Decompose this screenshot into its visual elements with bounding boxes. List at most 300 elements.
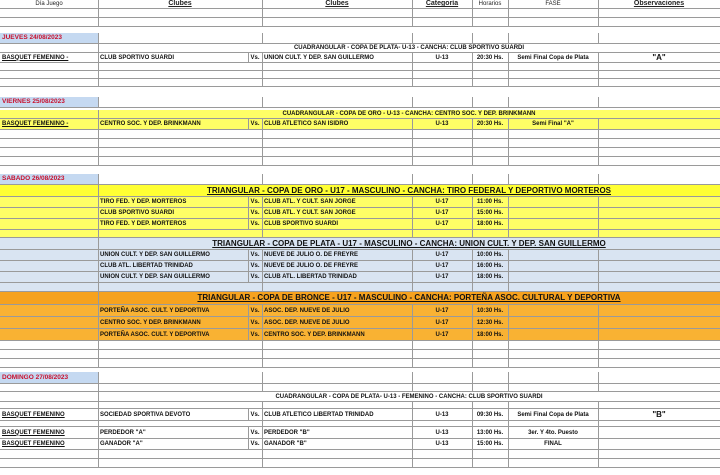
date-row	[0, 372, 720, 384]
game-fase: Semi Final "A"	[532, 121, 574, 127]
game-categoria: U-17	[435, 199, 449, 205]
game-observaciones	[598, 329, 720, 340]
grid-line	[262, 119, 263, 129]
game-fase: Semi Final Copa de Plata	[517, 411, 589, 418]
grid-line	[248, 250, 249, 260]
game-row	[0, 119, 720, 130]
grid-line	[598, 250, 599, 260]
game-vs: Vs.	[250, 199, 260, 205]
grid-line	[262, 427, 263, 438]
empty-row	[0, 402, 720, 409]
grid-line	[98, 33, 99, 43]
game-categoria: U-13	[435, 411, 449, 418]
game-fase: FINAL	[544, 441, 562, 447]
grid-line	[98, 185, 99, 196]
grid-line	[248, 208, 249, 218]
game-local: UNION CULT. Y DEP. SAN GUILLERMO	[100, 274, 210, 280]
grid-line	[598, 450, 599, 458]
empty-row	[0, 384, 720, 392]
grid-line	[412, 329, 413, 340]
empty-row	[0, 71, 720, 79]
grid-line	[98, 392, 99, 401]
empty-row	[0, 148, 720, 157]
grid-line	[412, 197, 413, 207]
grid-line	[472, 317, 473, 328]
grid-line	[98, 97, 99, 107]
grid-line	[98, 402, 99, 408]
grid-line	[598, 0, 599, 8]
grid-line	[98, 250, 99, 260]
grid-line	[472, 97, 473, 107]
game-dia	[0, 305, 98, 316]
game-categoria: U-17	[435, 252, 449, 258]
game-vs: Vs.	[250, 263, 260, 269]
grid-line	[248, 261, 249, 271]
grid-line	[98, 283, 99, 291]
grid-line	[262, 409, 263, 420]
game-horario: 15:00 Hs.	[476, 210, 504, 216]
grid-line	[262, 459, 263, 467]
game-dia: BASQUET FEMENINO	[2, 411, 65, 418]
grid-line	[472, 341, 473, 349]
empty-row	[0, 18, 720, 27]
game-local: TIRO FED. Y DEP. MORTEROS	[100, 199, 187, 205]
date-row	[0, 97, 720, 108]
grid-line	[508, 305, 509, 316]
grid-line	[412, 97, 413, 107]
grid-line	[508, 53, 509, 62]
header-row	[0, 0, 720, 9]
grid-line	[262, 250, 263, 260]
grid-line	[508, 208, 509, 218]
grid-line	[472, 130, 473, 138]
game-horario: 15:00 Hs.	[476, 441, 504, 447]
grid-line	[248, 427, 249, 438]
game-categoria: U-17	[435, 221, 449, 227]
grid-line	[472, 384, 473, 391]
grid-line	[508, 402, 509, 408]
grid-line	[262, 157, 263, 165]
grid-line	[472, 230, 473, 237]
grid-line	[248, 197, 249, 207]
grid-line	[262, 0, 263, 8]
grid-line	[262, 329, 263, 340]
game-local: PERDEDOR "A"	[100, 429, 146, 436]
grid-line	[262, 341, 263, 349]
grid-line	[508, 130, 509, 138]
grid-line	[412, 33, 413, 43]
game-horario: 20:30 Hs.	[476, 54, 504, 61]
game-observaciones: "B"	[652, 409, 666, 419]
game-vs: Vs.	[250, 429, 260, 436]
grid-line	[472, 219, 473, 229]
grid-line	[508, 350, 509, 358]
grid-line	[472, 197, 473, 207]
grid-line	[472, 283, 473, 291]
game-visitante: CLUB SPORTIVO SUARDI	[264, 221, 339, 227]
game-vs: Vs.	[250, 307, 260, 314]
grid-line	[412, 157, 413, 165]
grid-line	[412, 359, 413, 367]
grid-line	[508, 119, 509, 129]
game-fase	[508, 208, 598, 218]
grid-line	[598, 208, 599, 218]
grid-line	[262, 208, 263, 218]
grid-line	[472, 119, 473, 129]
game-vs: Vs.	[250, 441, 260, 447]
grid-line	[508, 372, 509, 383]
grid-line	[472, 53, 473, 62]
grid-line	[472, 421, 473, 426]
game-observaciones	[598, 197, 720, 207]
game-dia: BASQUET FEMENINO -	[2, 121, 69, 127]
grid-line	[598, 459, 599, 467]
game-local: PORTEÑA ASOC. CULT. Y DEPORTIVA	[100, 307, 210, 314]
grid-line	[508, 219, 509, 229]
grid-line	[598, 119, 599, 129]
grid-line	[412, 283, 413, 291]
game-horario: 11:00 Hs.	[476, 199, 504, 205]
grid-line	[248, 272, 249, 282]
game-vs: Vs.	[250, 54, 260, 61]
game-fase	[508, 261, 598, 271]
grid-line	[508, 421, 509, 426]
game-horario: 18:00 Hs.	[476, 331, 504, 338]
grid-line	[412, 341, 413, 349]
grid-line	[598, 174, 599, 184]
game-vs: Vs.	[250, 252, 260, 258]
tournament-title-row	[0, 238, 720, 250]
date-row	[0, 33, 720, 44]
grid-line	[262, 53, 263, 62]
game-visitante: GANADOR "B"	[264, 441, 307, 447]
game-local: TIRO FED. Y DEP. MORTEROS	[100, 221, 187, 227]
grid-line	[598, 305, 599, 316]
game-row	[0, 197, 720, 208]
grid-line	[98, 71, 99, 78]
game-row	[0, 305, 720, 317]
game-local: PORTEÑA ASOC. CULT. Y DEPORTIVA	[100, 331, 210, 338]
empty-row	[0, 130, 720, 139]
grid-line	[262, 139, 263, 147]
grid-line	[262, 283, 263, 291]
game-horario: 10:30 Hs.	[476, 307, 504, 314]
grid-line	[508, 9, 509, 17]
grid-line	[262, 33, 263, 43]
header-categoria: Categoría	[425, 0, 459, 7]
grid-line	[472, 208, 473, 218]
empty-row	[0, 450, 720, 459]
grid-line	[262, 421, 263, 426]
grid-line	[412, 450, 413, 458]
grid-line	[262, 79, 263, 86]
game-horario: 18:00 Hs.	[476, 274, 504, 280]
game-dia	[0, 272, 98, 282]
grid-line	[98, 208, 99, 218]
grid-line	[598, 409, 599, 420]
grid-line	[98, 272, 99, 282]
game-observaciones	[598, 272, 720, 282]
grid-line	[98, 219, 99, 229]
game-vs: Vs.	[250, 274, 260, 280]
game-vs: Vs.	[250, 331, 260, 338]
grid-line	[508, 384, 509, 391]
grid-line	[472, 148, 473, 156]
date-row	[0, 174, 720, 185]
grid-line	[248, 409, 249, 420]
grid-line	[262, 450, 263, 458]
grid-line	[508, 459, 509, 467]
grid-line	[412, 230, 413, 237]
grid-line	[508, 230, 509, 237]
game-local: GANADOR "A"	[100, 441, 143, 447]
empty-row	[0, 157, 720, 166]
grid-line	[598, 219, 599, 229]
grid-line	[262, 439, 263, 449]
game-visitante: NUEVE DE JULIO O. DE FREYRE	[264, 252, 359, 258]
tournament-title-row	[0, 185, 720, 197]
grid-line	[98, 450, 99, 458]
grid-line	[472, 79, 473, 86]
grid-line	[598, 359, 599, 367]
grid-line	[412, 130, 413, 138]
grid-line	[262, 148, 263, 156]
grid-line	[472, 272, 473, 282]
grid-line	[262, 71, 263, 78]
grid-line	[98, 459, 99, 467]
grid-line	[508, 329, 509, 340]
game-fase	[508, 305, 598, 316]
grid-line	[98, 53, 99, 62]
game-visitante: ASOC. DEP. NUEVE DE JULIO	[264, 307, 350, 314]
grid-line	[412, 208, 413, 218]
grid-line	[248, 305, 249, 316]
grid-line	[598, 421, 599, 426]
grid-line	[248, 119, 249, 129]
empty-row	[0, 9, 720, 18]
grid-line	[508, 148, 509, 156]
grid-line	[472, 305, 473, 316]
grid-line	[412, 350, 413, 358]
grid-line	[412, 0, 413, 8]
game-observaciones	[598, 219, 720, 229]
grid-line	[412, 9, 413, 17]
grid-line	[472, 250, 473, 260]
grid-line	[508, 0, 509, 8]
grid-line	[412, 409, 413, 420]
game-categoria: U-13	[435, 54, 449, 61]
game-vs: Vs.	[250, 319, 260, 326]
grid-line	[598, 148, 599, 156]
grid-line	[472, 139, 473, 147]
game-horario: 12:30 Hs.	[476, 319, 504, 326]
game-row	[0, 272, 720, 283]
grid-line	[412, 219, 413, 229]
grid-line	[98, 18, 99, 26]
grid-line	[598, 329, 599, 340]
date-label: VIERNES 25/08/2023	[2, 98, 65, 105]
tournament-title: CUADRANGULAR - COPA DE PLATA- U-13 - FEMENINO - CANCHA: CLUB SPORTIVO SUARDI	[275, 393, 543, 400]
grid-line	[472, 18, 473, 26]
grid-line	[598, 63, 599, 70]
header-clubes-visitante: Clubes	[325, 0, 349, 7]
tournament-title-row	[0, 392, 720, 402]
game-dia	[0, 208, 98, 218]
grid-line	[508, 71, 509, 78]
grid-line	[472, 427, 473, 438]
game-visitante: ASOC. DEP. NUEVE DE JULIO	[264, 319, 350, 326]
game-categoria: U-13	[435, 441, 449, 447]
grid-line	[98, 0, 99, 8]
game-visitante: CLUB ATL. Y CULT. SAN JORGE	[264, 210, 356, 216]
game-fase	[508, 250, 598, 260]
grid-line	[508, 341, 509, 349]
grid-line	[412, 119, 413, 129]
tournament-title-row	[0, 292, 720, 305]
game-fase	[508, 219, 598, 229]
game-categoria: U-17	[435, 331, 449, 338]
grid-line	[598, 130, 599, 138]
grid-line	[508, 79, 509, 86]
grid-line	[248, 53, 249, 62]
game-observaciones	[598, 305, 720, 316]
grid-line	[412, 71, 413, 78]
grid-line	[412, 18, 413, 26]
grid-line	[262, 174, 263, 184]
grid-line	[598, 402, 599, 408]
game-observaciones	[598, 317, 720, 328]
grid-line	[598, 157, 599, 165]
game-row	[0, 409, 720, 421]
grid-line	[508, 63, 509, 70]
grid-line	[508, 197, 509, 207]
game-dia	[0, 261, 98, 271]
game-fase	[508, 329, 598, 340]
grid-line	[262, 317, 263, 328]
grid-line	[412, 421, 413, 426]
grid-line	[98, 148, 99, 156]
grid-line	[262, 359, 263, 367]
grid-line	[262, 261, 263, 271]
grid-line	[412, 79, 413, 86]
game-visitante: CLUB ATL. Y CULT. SAN JORGE	[264, 199, 356, 205]
game-fase	[508, 197, 598, 207]
grid-line	[598, 71, 599, 78]
grid-line	[508, 283, 509, 291]
game-horario: 09:30 Hs.	[476, 411, 504, 418]
game-dia	[0, 219, 98, 229]
game-observaciones: "A"	[652, 53, 666, 62]
grid-line	[262, 197, 263, 207]
date-label: SABADO 26/08/2023	[2, 175, 65, 182]
grid-line	[472, 9, 473, 17]
grid-line	[98, 63, 99, 70]
game-horario: 13:00 Hs.	[476, 429, 504, 436]
game-row	[0, 439, 720, 450]
game-local: CENTRO SOC. Y DEP. BRINKMANN	[100, 121, 201, 127]
tournament-title: CUADRANGULAR - COPA DE PLATA- U-13 - CANCHA: CLUB SPORTIVO SUARDI	[293, 45, 525, 51]
tournament-title: TRIANGULAR - COPA DE BRONCE - U17 - MASCULINO - CANCHA: PORTEÑA ASOC. CULTURAL Y DEPORTIVA	[197, 293, 621, 302]
grid-line	[472, 0, 473, 8]
grid-line	[508, 317, 509, 328]
grid-line	[98, 197, 99, 207]
grid-line	[98, 44, 99, 52]
grid-line	[508, 33, 509, 43]
grid-line	[98, 421, 99, 426]
grid-line	[98, 261, 99, 271]
game-categoria: U-13	[435, 121, 449, 127]
tournament-title-row	[0, 44, 720, 53]
empty-row	[0, 63, 720, 71]
grid-line	[508, 250, 509, 260]
grid-line	[598, 9, 599, 17]
tournament-title: CUADRANGULAR - COPA DE ORO - U-13 - CANCHA: CENTRO SOC. Y DEP. BRINKMANN	[282, 111, 536, 117]
game-observaciones	[598, 427, 720, 438]
grid-line	[412, 148, 413, 156]
grid-line	[98, 350, 99, 358]
grid-line	[262, 130, 263, 138]
tournament-title: TRIANGULAR - COPA DE PLATA - U17 - MASCULINO - CANCHA: UNION CULT. Y DEP. SAN GUILLERMO	[212, 238, 606, 248]
game-categoria: U-13	[435, 429, 449, 436]
game-horario: 20:30 Hs.	[476, 121, 504, 127]
empty-row	[0, 230, 720, 238]
game-vs: Vs.	[250, 221, 260, 227]
grid-line	[262, 402, 263, 408]
grid-line	[598, 97, 599, 107]
grid-line	[598, 53, 599, 62]
grid-line	[98, 9, 99, 17]
game-row	[0, 329, 720, 341]
game-row	[0, 427, 720, 439]
grid-line	[248, 439, 249, 449]
game-local: CLUB SPORTIVO SUARDI	[100, 54, 175, 61]
game-dia: BASQUET FEMENINO -	[2, 54, 69, 61]
grid-line	[262, 372, 263, 383]
game-observaciones	[598, 119, 720, 129]
grid-line	[412, 372, 413, 383]
grid-line	[412, 139, 413, 147]
game-row	[0, 250, 720, 261]
game-fase	[508, 317, 598, 328]
grid-line	[248, 329, 249, 340]
grid-line	[248, 219, 249, 229]
grid-line	[262, 305, 263, 316]
grid-line	[472, 71, 473, 78]
grid-line	[412, 384, 413, 391]
grid-line	[98, 130, 99, 138]
grid-line	[472, 157, 473, 165]
grid-line	[98, 238, 99, 249]
grid-line	[412, 261, 413, 271]
game-observaciones	[598, 250, 720, 260]
grid-line	[598, 317, 599, 328]
grid-line	[412, 402, 413, 408]
grid-line	[598, 272, 599, 282]
grid-line	[508, 450, 509, 458]
grid-line	[98, 329, 99, 340]
grid-line	[412, 272, 413, 282]
grid-line	[472, 63, 473, 70]
game-local: CENTRO SOC. Y DEP. BRINKMANN	[100, 319, 201, 326]
grid-line	[98, 79, 99, 86]
grid-line	[98, 372, 99, 383]
grid-line	[598, 230, 599, 237]
game-observaciones	[598, 208, 720, 218]
grid-line	[508, 359, 509, 367]
header-dia: Día Juego	[35, 1, 63, 7]
game-observaciones	[598, 439, 720, 449]
game-visitante: UNION CULT. Y DEP. SAN GUILLERMO	[264, 54, 374, 61]
